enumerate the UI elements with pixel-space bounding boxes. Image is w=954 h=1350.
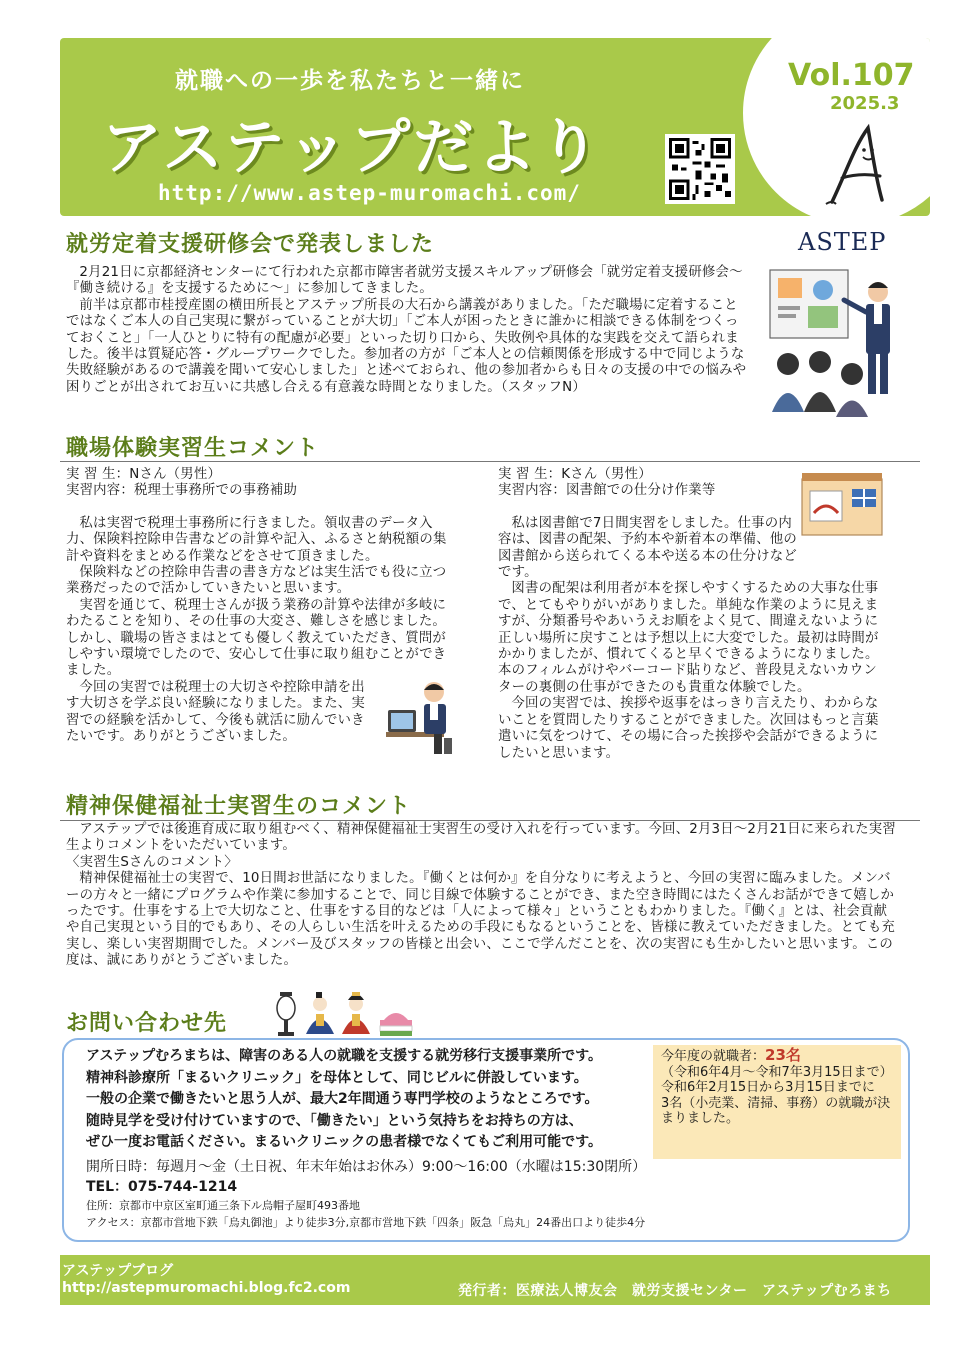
contact-line: アステップむろまちは、障害のある人の就職を支援する就労移行支援事業所です。 — [86, 1048, 603, 1064]
address-block — [86, 1197, 645, 1231]
a-mascot-logo — [820, 120, 895, 210]
blog-label: アステップブログ — [62, 1263, 174, 1279]
qr-code-icon[interactable] — [665, 134, 735, 204]
contact-line: 随時見学を受け付けていますので、「働きたい」という気持ちをお持ちの方は、 — [86, 1112, 583, 1129]
section-heading-seminar: 就労定着支援研修会で発表しました — [66, 227, 434, 258]
publisher-info: 発行者：医療法人博友会 就労支援センター アステップむろまち — [458, 1283, 892, 1299]
astep-brand-mark: ASTEP — [798, 228, 887, 256]
trainee-name: 実 習 生：Kさん（男性） — [498, 467, 652, 482]
section-heading-psw: 精神保健福祉士実習生のコメント — [66, 789, 411, 820]
volume-number: Vol.107 — [788, 58, 915, 93]
issue-date: 2025.3 — [830, 93, 900, 114]
contact-line: 一般の企業で働きたいと思う人が、最大2年間通う専門学校のようなところです。 — [86, 1091, 599, 1107]
trainee-paragraph: 今回の実習では、挨拶や返事をはっきり言えたり、わからないことを質問したりすることができました。次回はもっと言葉遣いに気をつけて、その場に合った挨拶や会話ができるようにしたいと思います。 — [498, 696, 879, 761]
trainee-paragraph: 今回の実習では税理士の大切さや控除申請を出す大切さを学ぶ良い経験になりました。また、実習での経験を活かして、今後も就活に励んでいきたいです。ありがとうございました。 — [66, 679, 365, 745]
section-divider — [60, 820, 920, 821]
library-illustration — [800, 469, 886, 537]
psw-sub-label: 〈実習生Sさんのコメント〉 — [66, 854, 238, 870]
address: 住所：京都市中京区室町通三条下ル烏帽子屋町493番地 — [86, 1199, 360, 1212]
phone-number[interactable]: TEL：075-744-1214 — [86, 1179, 238, 1195]
contact-line: 精神科診療所「まるいクリニック」を母体として、同じビルに併設しています。 — [86, 1069, 588, 1086]
website-url[interactable]: http://www.astep-muromachi.com/ — [158, 181, 581, 205]
trainee-paragraph: 図書の配架は利用者が本を探しやすくするための大事な仕事で、とてもやりがいがありました。単純な作業のように見えますが、分類番号やあいうえお順をよく見て、間違えないように正しい場所に戻すことは予想以上に大変でした。最初は時間がかかりましたが、慣れてくると早くできるようになりました。本のフィルムがけやバーコード貼りなど、普段見えないカウンターの裏側の仕事ができたのも貴重な体験でした。 — [498, 581, 879, 695]
blog-url-link[interactable]: http://astepmuromachi.blog.fc2.com — [62, 1280, 351, 1296]
section-heading-trainee: 職場体験実習生コメント — [66, 431, 319, 462]
office-worker-illustration — [386, 672, 462, 758]
trainee-paragraph: 実習を通じて、税理士さんが扱う業務の計算や法律が多岐にわたることを知り、その仕事の大変さ、難しさを感じました。しかし、職場の皆さまはとても優しく教えていただき、質問がしやすい環境でしたので、安心して仕事に取り組むことができました。 — [66, 597, 447, 679]
trainee-task: 実習内容：税理士事務所での事務補助 — [66, 483, 298, 499]
header-banner — [60, 38, 930, 216]
stats-count: 23名 — [765, 1046, 801, 1064]
seminar-paragraph: 2月21日に京都経済センターにて行われた京都市障害者就労支援スキルアップ研修会「就労定着支援研修会〜『働き続ける』を支援するために〜」に参加してきました。 — [66, 265, 743, 297]
trainee-task: 実習内容：図書館での仕分け作業等 — [498, 483, 716, 499]
contact-description — [86, 1046, 602, 1154]
trainee-paragraph: 私は図書館で7日間実習をしました。仕事の内容は、図書の配架、予約本や新着本の準備、他の図書館から送られてくる本や送る本の仕分けなどです。 — [498, 515, 797, 581]
newsletter-title: アステップだより — [102, 113, 603, 183]
seminar-body — [66, 265, 748, 396]
stats-recent: 令和6年2月15日から3月15日までに 3名（小売業、清掃、事務）の就職が決まりました。 — [661, 1080, 891, 1126]
seminar-paragraph: 前半は京都市桂授産園の横田所長とアステップ所長の大石から講義がありました。「ただ職場に定着することではなくご本人の自己実現に繋がっていることが大切」「ご本人が困ったときに誰かに相談できる体制をつくっておくこと」「一人ひとりに特有の配慮が必要」といった切り口から、失敗例や具体的な実践を交えて語られました。後半は質疑応答・グループワークでした。参加者の方が「ご本人との信頼関係を形成する中で同じような失敗経験があるので講義を聞いて安心しました」と述べておられ、他の参加者からも日々の支援の中での悩みや困りごとが出されてお互いに共感し合える有意義な時間となりました。（スタッフN） — [66, 297, 747, 395]
psw-intro: アステップでは後進育成に取り組むべく、精神保健福祉士実習生の受け入れを行っています。今回、2月3日〜2月21日に来られた実習生よりコメントをいただいています。 — [66, 822, 896, 854]
stats-period: （令和6年4月〜令和7年3月15日まで） — [661, 1064, 893, 1080]
section-divider — [60, 461, 920, 462]
access-directions: アクセス：京都市営地下鉄「烏丸御池」より徒歩3分,京都市営地下鉄「四条」阪急「烏丸」24番出口より徒歩4分 — [86, 1216, 646, 1229]
hinamatsuri-dolls-illustration — [272, 990, 420, 1038]
presentation-illustration — [758, 262, 908, 417]
trainee-paragraph: 保険料などの控除申告書の書き方などは実生活でも役に立つ業務だったので活かしていきたいと思います。 — [66, 565, 447, 597]
stats-label: 今年度の就職者： — [661, 1049, 766, 1064]
psw-comment: 精神保健福祉士の実習で、10日間お世話になりました。『働くとは何か』を自分なりに考えようと、今回の実習に臨みました。メンバーの方々と一緒にプログラムや作業に参加することで、同じ目線で体験することができ、また空き時間にはたくさんお話ができて嬉しかったです。仕事をする上で大切なこと、仕事をする目的などは「人によって様々」ということもわかりました。『働く』とは、社会貢献や自己実現という目的でもあり、その人らしい生活を叶えるための手段にもなるということを、皆様に教えていただきました。とても充実し、楽しい実習期間でした。メンバー及びスタッフの皆様と出会い、ここで学んだことを、次の実習にも生かしたいと思います。この度は、誠にありがとうございました。 — [66, 871, 896, 969]
employment-stats — [653, 1045, 901, 1159]
trainee-name: 実 習 生：Nさん（男性） — [66, 467, 222, 482]
opening-hours: 開所日時：毎週月〜金（土日祝、年末年始はお休み）9:00〜16:00（水曜は15:30閉所） — [86, 1159, 647, 1175]
tagline: 就職への一歩を私たちと一緒に — [175, 68, 525, 94]
psw-body — [66, 822, 898, 970]
contact-line: ぜひ一度お電話ください。まるいクリニックの患者様でなくてもご利用可能です。 — [86, 1134, 603, 1150]
section-heading-contact: お問い合わせ先 — [66, 1006, 227, 1037]
trainee-paragraph: 私は実習で税理士事務所に行きました。領収書のデータ入力、保険料控除申告書などの計算や記入、ふるさと納税額の集計や資料をまとめる作業などをさせて頂きました。 — [66, 515, 447, 564]
